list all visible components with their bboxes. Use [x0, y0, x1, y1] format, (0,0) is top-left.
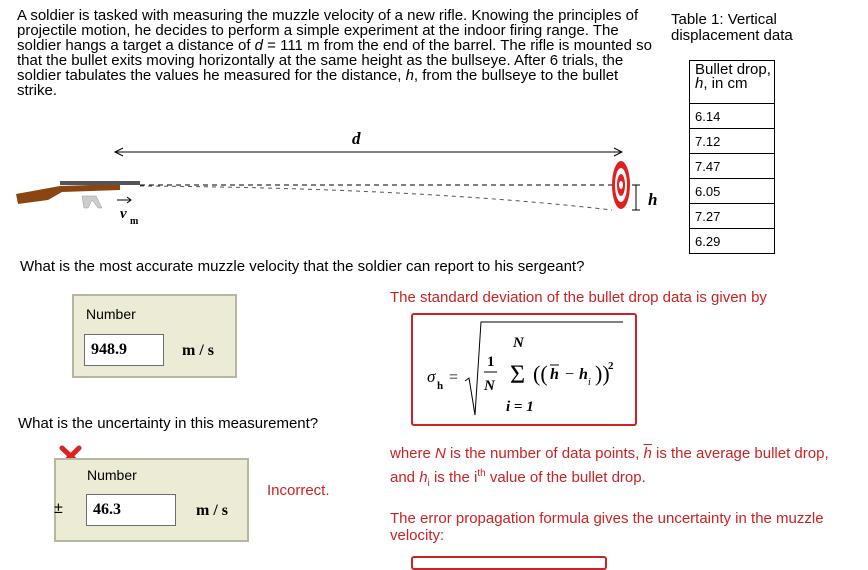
where-hbar: $\overline{h}$: [643, 445, 652, 462]
sum-symbol: Σ: [510, 360, 526, 389]
sigma-symbol: σ: [427, 367, 436, 386]
paren-open: ((: [533, 361, 548, 386]
plus-minus: ±: [54, 500, 63, 517]
where-t2: is the number of data points,: [445, 445, 644, 462]
number-label: Number: [86, 306, 136, 322]
h-symbol: h: [405, 67, 414, 84]
table-cell: 6.05: [690, 179, 775, 204]
table-cell: 7.47: [690, 154, 775, 179]
sigma-sub: h: [437, 380, 444, 392]
i-sub: i: [588, 377, 591, 388]
problem-text-2: = 111 m from the end of the barrel. The rifle is mounted so that the bullet exits moving horizontally at the same height as the bullseye. After 6 trials, the soldier tabulates the values he measured for the distance,: [17, 37, 652, 84]
where-t3: is the average bullet drop, and: [390, 445, 829, 486]
equals: =: [449, 369, 459, 386]
where-hint: [390, 444, 850, 494]
frac-num: 1: [487, 354, 495, 370]
paren-close: )): [595, 361, 610, 386]
header-line1: Bullet drop,: [695, 61, 771, 78]
h-label: h: [648, 190, 658, 209]
unit-label: m / s: [196, 502, 228, 519]
sum-bottom: i = 1: [506, 399, 534, 415]
header-h: h: [695, 75, 704, 92]
incorrect-feedback: Incorrect.: [267, 482, 330, 499]
where-t1: where: [390, 445, 436, 462]
sd-hint: The standard deviation of the bullet drop data is given by: [390, 289, 767, 306]
minus: −: [565, 366, 575, 383]
where-t5: value of the bullet drop.: [485, 469, 646, 486]
question2-text: What is the uncertainty in this measurement?: [18, 415, 319, 432]
problem-text-3: , from the bullseye to the bullet strike.: [17, 67, 619, 99]
question1-text: What is the most accurate muzzle velocity that the soldier can report to his sergeant?: [20, 258, 585, 275]
std-dev-formula-box: [411, 313, 637, 426]
target-icon: [612, 161, 630, 209]
where-t4: is the i: [429, 469, 478, 486]
h-i: h: [579, 366, 588, 383]
header-line2: , in cm: [703, 75, 748, 92]
where-N: N: [435, 445, 446, 462]
velocity-input[interactable]: 948.9: [84, 334, 164, 366]
unit-label: m / s: [182, 342, 214, 359]
table-cell: 7.12: [690, 129, 775, 154]
problem-text-1: A soldier is tasked with measuring the muzzle velocity of a new rifle. Knowing the principles of projectile motion, he decides to perform a simple experiment at the indoor firing range. The soldier hangs a target a distance of: [17, 7, 639, 54]
h-bar: h: [550, 366, 559, 383]
d-label: d: [352, 129, 361, 148]
where-th: th: [477, 468, 486, 479]
table-cell: 7.27: [690, 204, 775, 229]
frac-den: N: [484, 378, 495, 394]
error-propagation-hint: The error propagation formula gives the uncertainty in the muzzle velocity:: [390, 510, 824, 544]
bullet-drop-table: [689, 60, 775, 254]
d-symbol: d: [254, 37, 263, 54]
answer-box-2: [54, 458, 249, 542]
rifle-diagram: [0, 118, 680, 248]
table-cell: 6.29: [690, 229, 775, 254]
uncertainty-input[interactable]: 46.3: [86, 494, 176, 526]
trajectory: [140, 186, 612, 210]
table-header: [690, 61, 775, 104]
square: 2: [608, 360, 614, 372]
rifle-icon: [16, 181, 140, 208]
where-i: i: [427, 478, 430, 489]
table-caption: Table 1: Vertical displacement data: [671, 11, 793, 44]
answer-box-1: [72, 294, 237, 378]
number-label: Number: [87, 467, 137, 483]
v-label: v: [120, 206, 127, 222]
problem-statement: [17, 8, 657, 98]
propagation-formula-box: [411, 556, 607, 570]
where-hi: h: [419, 469, 428, 486]
v-sub: m: [130, 216, 139, 227]
std-dev-formula: [413, 315, 635, 424]
sum-top: N: [513, 335, 524, 351]
table-cell: 6.14: [690, 104, 775, 129]
